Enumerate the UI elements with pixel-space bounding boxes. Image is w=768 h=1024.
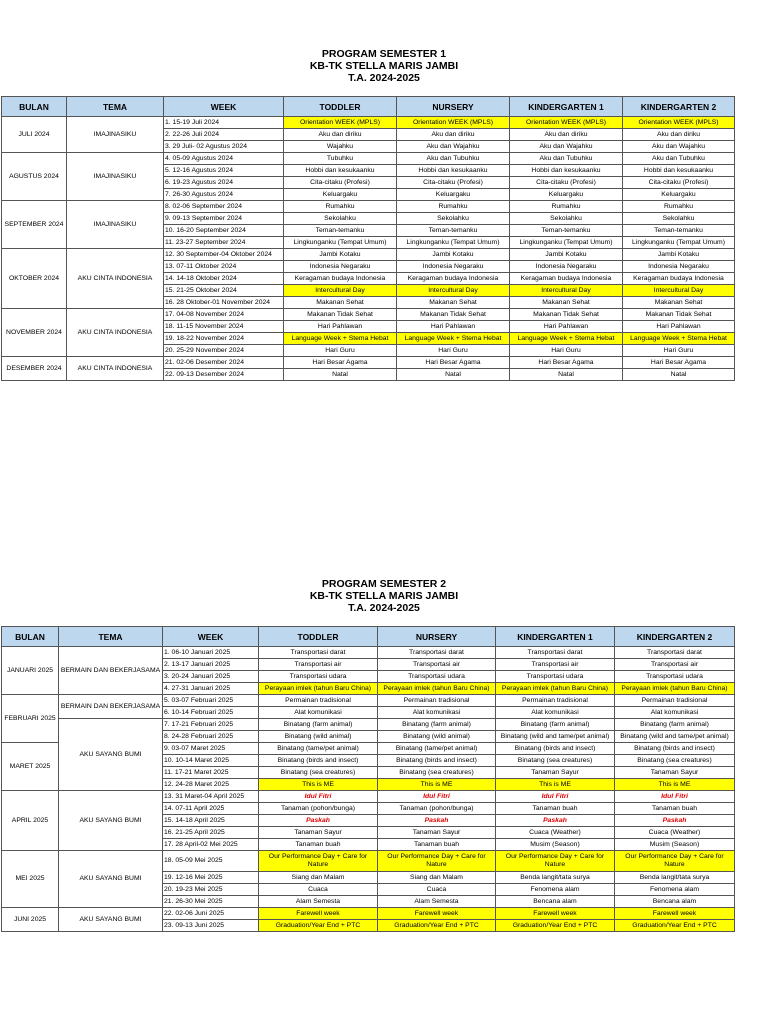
toddler-cell: Lingkunganku (Tempat Umum) (284, 237, 397, 249)
week-cell: 6. 19-23 Agustus 2024 (164, 177, 284, 189)
kindergarten-2-cell: Intercultural Day (623, 285, 735, 297)
week-cell: 19. 18-22 November 2024 (164, 333, 284, 345)
bulan-cell: JULI 2024 (2, 117, 67, 153)
nursery-cell: Cita-citaku (Profesi) (397, 177, 510, 189)
kindergarten-1-cell: Binatang (birds and insect) (496, 743, 615, 755)
kindergarten-1-cell: Transportasi darat (496, 647, 615, 659)
toddler-cell: Paskah (259, 815, 378, 827)
toddler-cell: Transportasi darat (259, 647, 378, 659)
table-row (2, 309, 735, 321)
bulan-cell: AGUSTUS 2024 (2, 153, 67, 201)
kindergarten-2-cell: Our Performance Day + Care for Nature (615, 851, 735, 872)
nursery-cell: Tanaman Sayur (378, 827, 496, 839)
week-cell: 9. 03-07 Maret 2025 (163, 743, 259, 755)
week-cell: 13. 07-11 Oktober 2024 (164, 261, 284, 273)
week-cell: 7. 17-21 Februari 2025 (163, 719, 259, 731)
tema-cell: BERMAIN DAN BEKERJASAMA (59, 647, 163, 695)
toddler-cell: Transportasi udara (259, 671, 378, 683)
nursery-cell: Permainan tradisional (378, 695, 496, 707)
kindergarten-1-cell: Orientation WEEK (MPLS) (510, 117, 623, 129)
toddler-cell: Perayaan imlek (tahun Baru China) (259, 683, 378, 695)
bulan-cell: FEBRUARI 2025 (2, 695, 59, 743)
nursery-cell: Hari Guru (397, 345, 510, 357)
kindergarten-1-cell: Makanan Tidak Sehat (510, 309, 623, 321)
week-cell: 16. 28 Oktober-01 November 2024 (164, 297, 284, 309)
kindergarten-1-cell: Keluargaku (510, 189, 623, 201)
kindergarten-1-cell: Keragaman budaya Indonesia (510, 273, 623, 285)
week-cell: 9. 09-13 September 2024 (164, 213, 284, 225)
nursery-cell: Hobbi dan kesukaanku (397, 165, 510, 177)
week-cell: 8. 24-28 Februari 2025 (163, 731, 259, 743)
kindergarten-1-cell: Tanaman buah (496, 803, 615, 815)
week-cell: 2. 22-26 Juli 2024 (164, 129, 284, 141)
kindergarten-1-cell: Binatang (wild and tame/pet animal) (496, 731, 615, 743)
nursery-cell: Lingkunganku (Tempat Umum) (397, 237, 510, 249)
nursery-cell: Alam Semesta (378, 896, 496, 908)
kindergarten-2-cell: Tanaman buah (615, 803, 735, 815)
nursery-cell: Tanaman buah (378, 839, 496, 851)
kindergarten-2-cell: Binatang (birds and insect) (615, 743, 735, 755)
nursery-cell: Rumahku (397, 201, 510, 213)
toddler-cell: Tanaman buah (259, 839, 378, 851)
kindergarten-1-cell: Bencana alam (496, 896, 615, 908)
nursery-cell: Sekolahku (397, 213, 510, 225)
table-row (2, 647, 735, 659)
semester-2-table (1, 626, 735, 932)
week-cell: 10. 16-20 September 2024 (164, 225, 284, 237)
bulan-cell: SEPTEMBER 2024 (2, 201, 67, 249)
nursery-cell: Cuaca (378, 884, 496, 896)
week-cell: 17. 28 April-02 Mei 2025 (163, 839, 259, 851)
week-cell: 3. 29 Juli- 02 Agustus 2024 (164, 141, 284, 153)
toddler-cell: Alam Semesta (259, 896, 378, 908)
nursery-cell: Tanaman (pohon/bunga) (378, 803, 496, 815)
kindergarten-2-cell: Transportasi air (615, 659, 735, 671)
kindergarten-1-cell: Our Performance Day + Care for Nature (496, 851, 615, 872)
tema-cell: AKU CINTA INDONESIA (67, 357, 164, 381)
kindergarten-2-cell: Cuaca (Weather) (615, 827, 735, 839)
toddler-cell: Siang dan Malam (259, 872, 378, 884)
column-header: KINDERGARTEN 1 (510, 97, 623, 117)
kindergarten-2-cell: Keluargaku (623, 189, 735, 201)
week-cell: 11. 17-21 Maret 2025 (163, 767, 259, 779)
kindergarten-2-cell: Alat komunikasi (615, 707, 735, 719)
nursery-cell: Transportasi darat (378, 647, 496, 659)
toddler-cell: This is ME (259, 779, 378, 791)
week-cell: 19. 12-16 Mei 2025 (163, 872, 259, 884)
kindergarten-2-cell: Sekolahku (623, 213, 735, 225)
toddler-cell: Alat komunikasi (259, 707, 378, 719)
toddler-cell: Tanaman Sayur (259, 827, 378, 839)
kindergarten-2-cell: Binatang (wild and tame/pet animal) (615, 731, 735, 743)
toddler-cell: Binatang (tame/pet animal) (259, 743, 378, 755)
toddler-cell: Orientation WEEK (MPLS) (284, 117, 397, 129)
title-line-2: KB-TK STELLA MARIS JAMBI (309, 590, 459, 602)
kindergarten-2-cell: Binatang (sea creatures) (615, 755, 735, 767)
bulan-cell: MEI 2025 (2, 851, 59, 908)
table-row (2, 249, 735, 261)
kindergarten-2-cell: Musim (Season) (615, 839, 735, 851)
tema-cell: IMAJINASIKU (67, 153, 164, 201)
toddler-cell: Teman-temanku (284, 225, 397, 237)
kindergarten-2-cell: Permainan tradisional (615, 695, 735, 707)
toddler-cell: Indonesia Negaraku (284, 261, 397, 273)
week-cell: 8. 02-06 September 2024 (164, 201, 284, 213)
column-header: TODDLER (259, 627, 378, 647)
nursery-cell: Teman-temanku (397, 225, 510, 237)
week-cell: 22. 02-06 Juni 2025 (163, 908, 259, 920)
column-header: WEEK (164, 97, 284, 117)
week-cell: 1. 15-19 Juli 2024 (164, 117, 284, 129)
kindergarten-2-cell: Makanan Sehat (623, 297, 735, 309)
week-cell: 12. 30 September-04 Oktober 2024 (164, 249, 284, 261)
toddler-cell: Cita-citaku (Profesi) (284, 177, 397, 189)
table-row (2, 153, 735, 165)
column-header: KINDERGARTEN 1 (496, 627, 615, 647)
nursery-cell: Transportasi udara (378, 671, 496, 683)
nursery-cell: Natal (397, 369, 510, 381)
kindergarten-1-cell: Aku dan diriku (510, 129, 623, 141)
toddler-cell: Tubuhku (284, 153, 397, 165)
kindergarten-2-cell: Perayaan imlek (tahun Baru China) (615, 683, 735, 695)
toddler-cell: Our Performance Day + Care for Nature (259, 851, 378, 872)
tema-cell: AKU CINTA INDONESIA (67, 249, 164, 309)
week-cell: 6. 10-14 Februari 2025 (163, 707, 259, 719)
kindergarten-2-cell: This is ME (615, 779, 735, 791)
kindergarten-2-cell: Keragaman budaya Indonesia (623, 273, 735, 285)
week-cell: 14. 14-18 Oktober 2024 (164, 273, 284, 285)
kindergarten-2-cell: Aku dan Tubuhku (623, 153, 735, 165)
semester-2-title (0, 578, 768, 614)
nursery-cell: Alat komunikasi (378, 707, 496, 719)
week-cell: 20. 19-23 Mei 2025 (163, 884, 259, 896)
week-cell: 10. 10-14 Maret 2025 (163, 755, 259, 767)
nursery-cell: Hari Besar Agama (397, 357, 510, 369)
week-cell: 21. 02-06 Desember 2024 (164, 357, 284, 369)
toddler-cell: Graduation/Year End + PTC (259, 920, 378, 932)
nursery-cell: This is ME (378, 779, 496, 791)
nursery-cell: Binatang (tame/pet animal) (378, 743, 496, 755)
week-cell: 21. 26-30 Mei 2025 (163, 896, 259, 908)
toddler-cell: Sekolahku (284, 213, 397, 225)
week-cell: 2. 13-17 Januari 2025 (163, 659, 259, 671)
nursery-cell: Language Week + Stema Hebat (397, 333, 510, 345)
column-header: KINDERGARTEN 2 (615, 627, 735, 647)
kindergarten-1-cell: Teman-temanku (510, 225, 623, 237)
toddler-cell: Makanan Sehat (284, 297, 397, 309)
kindergarten-2-cell: Graduation/Year End + PTC (615, 920, 735, 932)
week-cell: 1. 06-10 Januari 2025 (163, 647, 259, 659)
toddler-cell: Farewell week (259, 908, 378, 920)
nursery-cell: Paskah (378, 815, 496, 827)
week-cell: 7. 26-30 Agustus 2024 (164, 189, 284, 201)
kindergarten-2-cell: Teman-temanku (623, 225, 735, 237)
toddler-cell: Hobbi dan kesukaanku (284, 165, 397, 177)
toddler-cell: Keluargaku (284, 189, 397, 201)
toddler-cell: Intercultural Day (284, 285, 397, 297)
week-cell: 15. 21-25 Oktober 2024 (164, 285, 284, 297)
kindergarten-1-cell: Aku dan Tubuhku (510, 153, 623, 165)
kindergarten-2-cell: Cita-citaku (Profesi) (623, 177, 735, 189)
toddler-cell: Hari Pahlawan (284, 321, 397, 333)
nursery-cell: Aku dan Wajahku (397, 141, 510, 153)
toddler-cell: Binatang (farm animal) (259, 719, 378, 731)
tema-cell: AKU SAYANG BUMI (59, 908, 163, 932)
table-row (2, 908, 735, 920)
semester-1-title (0, 48, 768, 84)
kindergarten-1-cell: Transportasi udara (496, 671, 615, 683)
kindergarten-1-cell: Sekolahku (510, 213, 623, 225)
kindergarten-1-cell: Aku dan Wajahku (510, 141, 623, 153)
nursery-cell: Orientation WEEK (MPLS) (397, 117, 510, 129)
kindergarten-2-cell: Jambi Kotaku (623, 249, 735, 261)
kindergarten-1-cell: Binatang (sea creatures) (496, 755, 615, 767)
week-cell: 22. 09-13 Desember 2024 (164, 369, 284, 381)
kindergarten-2-cell: Hari Guru (623, 345, 735, 357)
kindergarten-1-cell: Cuaca (Weather) (496, 827, 615, 839)
toddler-cell: Keragaman budaya Indonesia (284, 273, 397, 285)
toddler-cell: Hari Guru (284, 345, 397, 357)
kindergarten-1-cell: Musim (Season) (496, 839, 615, 851)
kindergarten-2-cell: Paskah (615, 815, 735, 827)
kindergarten-1-cell: Hari Guru (510, 345, 623, 357)
column-header: KINDERGARTEN 2 (623, 97, 735, 117)
nursery-cell: Binatang (farm animal) (378, 719, 496, 731)
week-cell: 5. 12-16 Agustus 2024 (164, 165, 284, 177)
kindergarten-1-cell: This is ME (496, 779, 615, 791)
tema-cell: AKU SAYANG BUMI (59, 791, 163, 851)
nursery-cell: Aku dan diriku (397, 129, 510, 141)
kindergarten-1-cell: Idul Fitri (496, 791, 615, 803)
toddler-cell: Wajahku (284, 141, 397, 153)
week-cell: 18. 05-09 Mei 2025 (163, 851, 259, 872)
nursery-cell: Makanan Tidak Sehat (397, 309, 510, 321)
bulan-cell: JANUARI 2025 (2, 647, 59, 695)
nursery-cell: Keragaman budaya Indonesia (397, 273, 510, 285)
toddler-cell: Natal (284, 369, 397, 381)
kindergarten-2-cell: Rumahku (623, 201, 735, 213)
kindergarten-1-cell: Hobbi dan kesukaanku (510, 165, 623, 177)
week-cell: 18. 11-15 November 2024 (164, 321, 284, 333)
title-line-1: PROGRAM SEMESTER 2 (321, 578, 447, 590)
toddler-cell: Transportasi air (259, 659, 378, 671)
toddler-cell: Binatang (sea creatures) (259, 767, 378, 779)
week-cell: 23. 09-13 Juni 2025 (163, 920, 259, 932)
kindergarten-2-cell: Language Week + Stema Hebat (623, 333, 735, 345)
kindergarten-1-cell: Paskah (496, 815, 615, 827)
toddler-cell: Binatang (birds and insect) (259, 755, 378, 767)
toddler-cell: Permainan tradisional (259, 695, 378, 707)
bulan-cell: APRIL 2025 (2, 791, 59, 851)
nursery-cell: Aku dan Tubuhku (397, 153, 510, 165)
nursery-cell: Graduation/Year End + PTC (378, 920, 496, 932)
kindergarten-1-cell: Graduation/Year End + PTC (496, 920, 615, 932)
column-header: NURSERY (397, 97, 510, 117)
kindergarten-2-cell: Hari Pahlawan (623, 321, 735, 333)
kindergarten-2-cell: Aku dan diriku (623, 129, 735, 141)
kindergarten-1-cell: Indonesia Negaraku (510, 261, 623, 273)
nursery-cell: Siang dan Malam (378, 872, 496, 884)
kindergarten-2-cell: Transportasi darat (615, 647, 735, 659)
tema-cell: AKU CINTA INDONESIA (67, 309, 164, 357)
bulan-cell: NOVEMBER 2024 (2, 309, 67, 357)
toddler-cell: Language Week + Stema Hebat (284, 333, 397, 345)
toddler-cell: Jambi Kotaku (284, 249, 397, 261)
kindergarten-1-cell: Alat komunikasi (496, 707, 615, 719)
kindergarten-1-cell: Hari Besar Agama (510, 357, 623, 369)
week-cell: 17. 04-08 November 2024 (164, 309, 284, 321)
kindergarten-1-cell: Jambi Kotaku (510, 249, 623, 261)
week-cell: 15. 14-18 April 2025 (163, 815, 259, 827)
bulan-cell: JUNI 2025 (2, 908, 59, 932)
table-row (2, 357, 735, 369)
kindergarten-1-cell: Fenomena alam (496, 884, 615, 896)
nursery-cell: Intercultural Day (397, 285, 510, 297)
week-cell: 13. 31 Maret-04 April 2025 (163, 791, 259, 803)
kindergarten-1-cell: Farewell week (496, 908, 615, 920)
kindergarten-2-cell: Farewell week (615, 908, 735, 920)
table-row (2, 117, 735, 129)
title-line-1: PROGRAM SEMESTER 1 (321, 48, 447, 60)
week-cell: 4. 27-31 Januari 2025 (163, 683, 259, 695)
kindergarten-1-cell: Transportasi air (496, 659, 615, 671)
kindergarten-1-cell: Intercultural Day (510, 285, 623, 297)
title-line-3: T.A. 2024-2025 (348, 602, 420, 614)
toddler-cell: Idul Fitri (259, 791, 378, 803)
bulan-cell: DESEMBER 2024 (2, 357, 67, 381)
column-header: WEEK (163, 627, 259, 647)
kindergarten-2-cell: Aku dan Wajahku (623, 141, 735, 153)
kindergarten-2-cell: Lingkunganku (Tempat Umum) (623, 237, 735, 249)
toddler-cell: Tanaman (pohon/bunga) (259, 803, 378, 815)
kindergarten-1-cell: Tanaman Sayur (496, 767, 615, 779)
week-cell: 16. 21-25 April 2025 (163, 827, 259, 839)
toddler-cell: Cuaca (259, 884, 378, 896)
column-header: NURSERY (378, 627, 496, 647)
nursery-cell: Transportasi air (378, 659, 496, 671)
kindergarten-1-cell: Perayaan imlek (tahun Baru China) (496, 683, 615, 695)
semester-1-table (1, 96, 735, 381)
kindergarten-1-cell: Makanan Sehat (510, 297, 623, 309)
tema-cell: IMAJINASIKU (67, 117, 164, 153)
kindergarten-2-cell: Indonesia Negaraku (623, 261, 735, 273)
nursery-cell: Indonesia Negaraku (397, 261, 510, 273)
nursery-cell: Binatang (birds and insect) (378, 755, 496, 767)
week-cell: 4. 05-09 Agustus 2024 (164, 153, 284, 165)
kindergarten-2-cell: Idul Fitri (615, 791, 735, 803)
column-header: TEMA (59, 627, 163, 647)
nursery-cell: Binatang (sea creatures) (378, 767, 496, 779)
kindergarten-1-cell: Lingkunganku (Tempat Umum) (510, 237, 623, 249)
nursery-cell: Jambi Kotaku (397, 249, 510, 261)
toddler-cell: Rumahku (284, 201, 397, 213)
table-row (2, 695, 735, 707)
nursery-cell: Keluargaku (397, 189, 510, 201)
kindergarten-2-cell: Bencana alam (615, 896, 735, 908)
kindergarten-1-cell: Hari Pahlawan (510, 321, 623, 333)
kindergarten-1-cell: Permainan tradisional (496, 695, 615, 707)
table-row (2, 201, 735, 213)
week-cell: 11. 23-27 September 2024 (164, 237, 284, 249)
kindergarten-2-cell: Natal (623, 369, 735, 381)
kindergarten-1-cell: Rumahku (510, 201, 623, 213)
nursery-cell: Makanan Sehat (397, 297, 510, 309)
tema-cell: BERMAIN DAN BEKERJASAMA (59, 695, 163, 719)
week-cell: 14. 07-11 April 2025 (163, 803, 259, 815)
title-line-2: KB-TK STELLA MARIS JAMBI (309, 60, 459, 72)
tema-cell: IMAJINASIKU (67, 201, 164, 249)
nursery-cell: Our Performance Day + Care for Nature (378, 851, 496, 872)
week-cell: 20. 25-29 November 2024 (164, 345, 284, 357)
title-line-3: T.A. 2024-2025 (348, 72, 420, 84)
tema-cell: AKU SAYANG BUMI (59, 851, 163, 908)
kindergarten-2-cell: Hari Besar Agama (623, 357, 735, 369)
nursery-cell: Idul Fitri (378, 791, 496, 803)
kindergarten-1-cell: Language Week + Stema Hebat (510, 333, 623, 345)
bulan-cell: OKTOBER 2024 (2, 249, 67, 309)
nursery-cell: Hari Pahlawan (397, 321, 510, 333)
column-header: TEMA (67, 97, 164, 117)
kindergarten-2-cell: Fenomena alam (615, 884, 735, 896)
kindergarten-1-cell: Cita-citaku (Profesi) (510, 177, 623, 189)
table-row (2, 851, 735, 872)
column-header: BULAN (2, 97, 67, 117)
kindergarten-1-cell: Binatang (farm animal) (496, 719, 615, 731)
kindergarten-2-cell: Hobbi dan kesukaanku (623, 165, 735, 177)
toddler-cell: Makanan Tidak Sehat (284, 309, 397, 321)
kindergarten-1-cell: Natal (510, 369, 623, 381)
toddler-cell: Hari Besar Agama (284, 357, 397, 369)
table-row (2, 719, 735, 731)
kindergarten-2-cell: Makanan Tidak Sehat (623, 309, 735, 321)
bulan-cell: MARET 2025 (2, 743, 59, 791)
column-header: TODDLER (284, 97, 397, 117)
kindergarten-2-cell: Binatang (farm animal) (615, 719, 735, 731)
toddler-cell: Aku dan diriku (284, 129, 397, 141)
kindergarten-1-cell: Benda langit/tata surya (496, 872, 615, 884)
week-cell: 5. 03-07 Februari 2025 (163, 695, 259, 707)
kindergarten-2-cell: Transportasi udara (615, 671, 735, 683)
week-cell: 3. 20-24 Januari 2025 (163, 671, 259, 683)
toddler-cell: Binatang (wild animal) (259, 731, 378, 743)
kindergarten-2-cell: Orientation WEEK (MPLS) (623, 117, 735, 129)
table-row (2, 791, 735, 803)
kindergarten-2-cell: Benda langit/tata surya (615, 872, 735, 884)
column-header: BULAN (2, 627, 59, 647)
tema-cell: AKU SAYANG BUMI (59, 719, 163, 791)
nursery-cell: Perayaan imlek (tahun Baru China) (378, 683, 496, 695)
nursery-cell: Farewell week (378, 908, 496, 920)
nursery-cell: Binatang (wild animal) (378, 731, 496, 743)
kindergarten-2-cell: Tanaman Sayur (615, 767, 735, 779)
week-cell: 12. 24-28 Maret 2025 (163, 779, 259, 791)
